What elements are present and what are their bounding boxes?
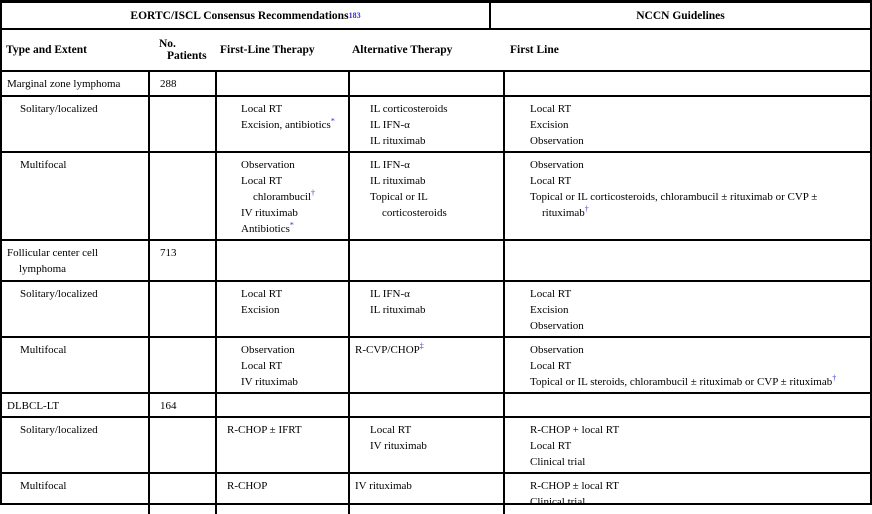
cell-first-line-therapy [217,72,350,95]
text-line [7,76,148,92]
text-line [227,422,348,438]
cell-no-patients [150,241,217,280]
text-line-label: Antibiotics [241,223,290,235]
text-line [530,302,868,318]
text-line [530,286,868,302]
cell-no-patients [150,418,217,472]
text-line-label: Local RT [530,440,572,452]
footnote-marker: * [330,116,335,126]
text-line [530,438,868,454]
text-line-label: IL corticosteroids [370,103,448,115]
text-line [530,358,868,374]
header-no-label: No. [159,38,176,50]
cell-first-line-therapy [217,418,350,472]
footnote-marker: † [584,204,589,214]
text-line-label: IL IFN-α [370,159,410,171]
cell-alternative-therapy [350,72,505,95]
text-line-label: IV rituximab [355,480,412,492]
text-line [530,189,868,205]
text-line-label: Topical or IL steroids, chlorambucil ± rituximab or CVP ± rituximab [530,376,833,388]
text-line-label: IL rituximab [370,175,426,187]
header-patients-label: Patients [167,50,207,62]
header-alternative-therapy-label: Alternative Therapy [352,44,453,56]
cell-nccn-first-line [505,394,870,416]
cell-first-line-therapy [217,338,350,392]
text-line [370,286,503,302]
cell-no-patients [150,474,217,514]
text-line [20,342,148,358]
cell-type-and-extent [2,97,150,151]
table-row [2,72,870,97]
text-line-label: Clinical trial [530,456,586,468]
text-line [370,101,503,117]
text-line-label: Local RT [530,360,572,372]
table-body [2,72,870,514]
text-line [20,157,148,173]
text-line [241,221,348,237]
text-line-label: R-CHOP [227,480,268,492]
text-line [530,173,868,189]
text-line [241,189,348,205]
text-line [241,342,348,358]
table-row [2,338,870,394]
text-line-label: Topical or IL corticosteroids, chlorambucil ± rituximab or CVP ± [530,191,818,203]
text-line-label: R-CVP/CHOP [355,344,420,356]
text-line-label: Excision, antibiotics [241,119,331,131]
cell-type-and-extent [2,153,150,239]
text-line [20,478,148,494]
text-line-label: Multifocal [20,159,67,171]
text-line [530,494,868,510]
text-line [370,438,503,454]
cell-no-patients [150,394,217,416]
header-nccn-first-line-label: First Line [510,44,559,56]
text-line-label: corticosteroids [382,207,447,219]
cell-no-patients [150,97,217,151]
footnote-marker: † [832,373,837,383]
cell-type-and-extent [2,394,150,416]
text-line-label: Observation [530,159,584,171]
text-line [20,101,148,117]
text-line-label: Clinical trial [530,496,586,508]
text-line-label: Observation [241,344,295,356]
text-line-label: Local RT [370,424,412,436]
text-line-label: Follicular center cell [7,247,99,259]
text-line [530,133,868,149]
table-row [2,394,870,418]
text-line-label: Observation [530,320,584,332]
table-row [2,97,870,153]
text-line [241,173,348,189]
text-line-label: rituximab [542,207,585,219]
text-line [370,422,503,438]
cell-alternative-therapy [350,97,505,151]
text-line [241,101,348,117]
text-line-label: Excision [530,119,569,131]
text-line-label: Solitary/localized [20,103,98,115]
text-line-label: Observation [530,344,584,356]
cell-alternative-therapy [350,282,505,336]
column-header-row [2,30,870,72]
patients-count: 288 [160,78,177,90]
footnote-marker: ‡ [419,341,424,351]
cell-type-and-extent [2,474,150,514]
text-line-label: Excision [241,304,280,316]
cell-type-and-extent [2,72,150,95]
text-line [227,478,348,494]
header-alternative-therapy [350,30,505,70]
cell-first-line-therapy [217,241,350,280]
header-nccn-first-line [505,30,870,70]
text-line [241,358,348,374]
patients-count: 713 [160,247,177,259]
cell-nccn-first-line [505,474,870,514]
cell-type-and-extent [2,338,150,392]
text-line [530,205,868,221]
text-line-label: IL rituximab [370,135,426,147]
text-line-label: R-CHOP ± IFRT [227,424,302,436]
text-line [530,117,868,133]
text-line [530,478,868,494]
text-line-label: IL rituximab [370,304,426,316]
header-no-patients [150,30,217,70]
text-line-label: IV rituximab [241,207,298,219]
text-line-label: Observation [530,135,584,147]
text-line-label: Excision [530,304,569,316]
text-line [355,342,503,358]
table-row [2,282,870,338]
text-line-label: chlorambucil [253,191,312,203]
group-header-eortc-label: EORTC/ISCL Consensus Recommendations [130,9,349,22]
text-line [530,342,868,358]
text-line-label: DLBCL-LT [7,400,60,412]
text-line-label: Topical or IL [370,191,428,203]
text-line-label: IL IFN-α [370,288,410,300]
cell-alternative-therapy [350,474,505,514]
text-line [7,245,148,261]
cell-type-and-extent [2,418,150,472]
text-line-label: lymphoma [19,263,67,275]
cell-nccn-first-line [505,338,870,392]
text-line-label: Local RT [241,103,283,115]
group-header-nccn-label: NCCN Guidelines [636,9,725,22]
table-row [2,474,870,514]
text-line-label: IL IFN-α [370,119,410,131]
text-line [530,318,868,334]
text-line [530,422,868,438]
patients-count: 164 [160,400,177,412]
text-line-label: Local RT [241,288,283,300]
cell-alternative-therapy [350,418,505,472]
cell-no-patients [150,282,217,336]
cell-first-line-therapy [217,97,350,151]
text-line-label: Local RT [241,360,283,372]
text-line [530,101,868,117]
text-line [370,157,503,173]
text-line-label: Marginal zone lymphoma [7,78,121,90]
text-line-label: Solitary/localized [20,288,98,300]
cell-alternative-therapy [350,338,505,392]
header-first-line-therapy-label: First-Line Therapy [220,44,315,56]
cell-no-patients [150,72,217,95]
header-first-line-therapy [217,30,350,70]
cell-first-line-therapy [217,474,350,514]
cell-alternative-therapy [350,394,505,416]
footnote-marker: † [311,188,316,198]
text-line [370,173,503,189]
text-line [530,374,868,390]
cell-alternative-therapy [350,153,505,239]
text-line-label: IV rituximab [241,376,298,388]
text-line [370,117,503,133]
text-line [241,205,348,221]
text-line-label: R-CHOP ± local RT [530,480,619,492]
text-line-label: Local RT [241,175,283,187]
text-line [241,374,348,390]
text-line [370,189,503,205]
text-line [370,133,503,149]
text-line [370,302,503,318]
cell-nccn-first-line [505,241,870,280]
cell-nccn-first-line [505,72,870,95]
text-line [530,157,868,173]
group-header-nccn [491,3,870,28]
text-line [241,157,348,173]
cell-no-patients [150,153,217,239]
cell-type-and-extent [2,241,150,280]
cell-nccn-first-line [505,418,870,472]
text-line [530,454,868,470]
header-type-and-extent-label: Type and Extent [6,44,87,56]
text-line [241,302,348,318]
text-line [20,422,148,438]
text-line-label: R-CHOP + local RT [530,424,620,436]
text-line-label: Multifocal [20,344,67,356]
cell-nccn-first-line [505,97,870,151]
text-line [355,478,503,494]
group-header-eortc: EORTC/ISCL Consensus Recommendations 183 [2,3,491,28]
text-line [20,286,148,302]
cell-no-patients [150,338,217,392]
text-line-label: Observation [241,159,295,171]
cell-first-line-therapy [217,282,350,336]
text-line [7,398,148,414]
text-line [241,286,348,302]
text-line-label: Local RT [530,103,572,115]
group-header-row [2,3,870,30]
table-row [2,418,870,474]
text-line [370,205,503,221]
text-line-label: Multifocal [20,480,67,492]
text-line [241,117,348,133]
text-line-label: Local RT [530,175,572,187]
header-type-and-extent [2,30,150,70]
text-line-label: Local RT [530,288,572,300]
cell-nccn-first-line [505,282,870,336]
footnote-marker: * [289,220,294,230]
cell-alternative-therapy [350,241,505,280]
text-line [7,261,148,277]
cell-nccn-first-line [505,153,870,239]
table-row [2,241,870,282]
text-line-label: IV rituximab [370,440,427,452]
text-line-label: Solitary/localized [20,424,98,436]
cell-first-line-therapy [217,153,350,239]
cell-type-and-extent [2,282,150,336]
table-row [2,153,870,241]
cell-first-line-therapy [217,394,350,416]
